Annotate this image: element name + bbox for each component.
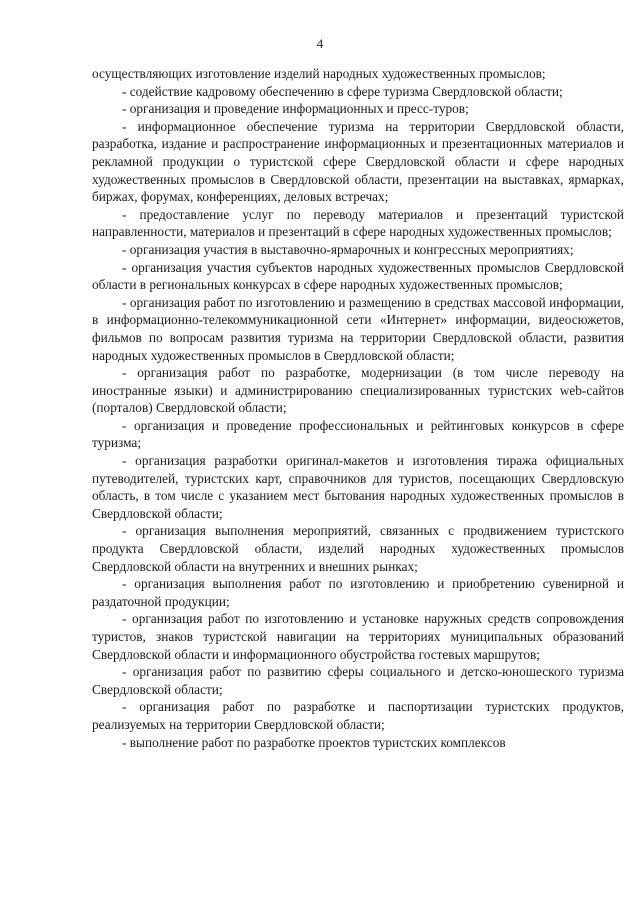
paragraph: - организация работ по разработке, модернизации (в том числе переводу на иностранные языки) и администрированию специализированных туристских web-сайтов (порталов) Свердловской области;: [92, 365, 624, 416]
paragraph: - организация и проведение информационных и пресс-туров;: [122, 101, 469, 117]
paragraph: - организация работ по изготовлению и размещению в средствах массовой информации, в информационно-телекоммуникационной сети «Интернет» информации, видеосюжетов, фильмов по вопросам развития туризма на территории Свердловской области, развития народных художественных промыслов в Свердловской области;: [92, 294, 624, 363]
paragraph: - организация и проведение профессиональных и рейтинговых конкурсов в сфере туризма;: [92, 417, 624, 451]
paragraph: - организация выполнения работ по изготовлению и приобретению сувенирной и раздаточной продукции;: [92, 576, 624, 609]
paragraph: - информационное обеспечение туризма на территории Свердловской области, разработка, издание и распространение информационных и презентационных материалов и рекламной продукции о туристской сфере Свердловской области и сфере народных художественных промыслов в Свердловской области, презентации на выставках, ярмарках, биржах, форумах, конференциях, деловых встречах;: [92, 118, 624, 205]
paragraph: - организация разработки оригинал-макетов и изготовления тиража официальных путеводителей, туристских карт, справочников для туристов, посещающих Свердловскую область, в том числе с указанием мест бытования народных художественных промыслов в Свердловской области;: [92, 453, 624, 521]
paragraph: - выполнение работ по разработке проектов туристских комплексов: [122, 734, 506, 750]
page-number: 4: [316, 36, 324, 51]
paragraph: - организация выполнения мероприятий, связанных с продвижением туристского продукта Свердловской области, изделий народных художественных промыслов Свердловской области на внутренних и внешних рынках;: [92, 523, 624, 574]
paragraph: - организация участия в выставочно-ярмарочных и конгрессных мероприятиях;: [122, 241, 574, 257]
paragraph: осуществляющих изготовление изделий народных художественных промыслов;: [92, 66, 546, 81]
paragraph: - организация работ по развитию сферы социального и детско-юношеского туризма Свердловской области;: [92, 664, 624, 697]
paragraph: - организация работ по разработке и паспортизации туристских продуктов, реализуемых на территории Свердловской области;: [92, 699, 624, 732]
body-text: [92, 65, 624, 751]
paragraph: - предоставление услуг по переводу материалов и презентаций туристской направленности, материалов и презентаций в сфере народных художественных промыслов;: [92, 206, 624, 240]
paragraph: - организация работ по изготовлению и установке наружных средств сопровождения туристов, знаков туристской навигации на территориях муниципальных образований Свердловской области и информационного обустройства гостевых маршрутов;: [92, 611, 624, 662]
paragraph: - содействие кадровому обеспечению в сфере туризма Свердловской области;: [122, 83, 563, 99]
paragraph: - организация участия субъектов народных художественных промыслов Свердловской области в региональных конкурсах в сфере народных художественных промыслов;: [92, 259, 624, 293]
